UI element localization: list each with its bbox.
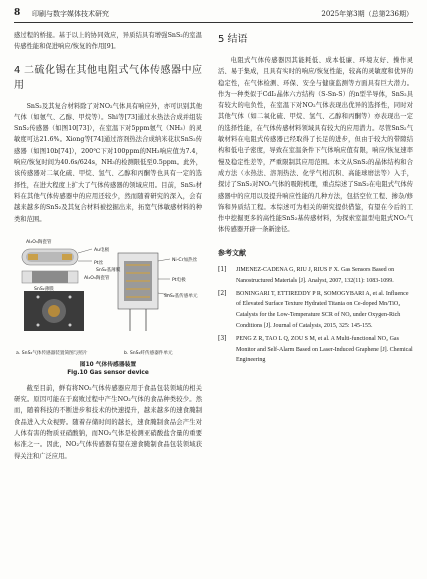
page-number: 8 [14, 8, 21, 18]
reference-text: PENG Z R, TAO L Q, ZOU S M, et al. A Multi-functional NO₂ Gas Monitor and Self-Alarm Based on Laser-Induced Graphene [J]. Chemical Engineering [236, 335, 413, 364]
label-al2o3-bottom: Al₂O₃陶瓷管 [84, 275, 110, 281]
running-header [14, 8, 413, 22]
reference-text: JIMENEZ-CADENA G, RIU J, RIUS F X. Gas Sensors Based on Nanostructured Materials [J]. Analyst, 2007, 132(11): 1083-1099. [236, 267, 395, 284]
reference-item [218, 265, 413, 287]
figure-10a-caption: a. SnS₂气体传感器装置简图与照片 [16, 350, 88, 356]
label-sns2-sensing: SnS₂基薄膜 [96, 267, 121, 273]
label-ni-cr: Ni-Cr加热丝 [172, 257, 198, 263]
right-paragraph-1: 电阻式气体传感器因其能耗低、成本低廉、环境友好、操作灵活、易于集成，且具有实时的响应/恢复性能，较高的灵敏度和优异的稳定性，在气体检测、环保、安全与健康监测等方面具有巨大潜力。作为一种类似于CdI₂晶体六方结构（S-Sn-S）的n型半导体，SnS₂具有较大的电负性，在室温下对NO₂气体表现出优异的选择性，同时对其他气体（如二氧化硫、甲烷、氢气、乙醇和丙酮等）亦表现出一定的选择性能，在气体传感材料领域具有较大的应用潜力。尽管SnS₂气敏材料在电阻式传感器已经取得了长足的进步，但由于较大的带隙结构和低电子密度，导致在室温条件下气体响应值有限，响应/恢复速率慢及稳定性差等，严重限制其应用范围。本文从SnS₂的晶体结构和合成方法（水热法、溶剂热法、化学气相沉积、高能球磨法等）入手，探讨了SnS₂对NO₂气体的吸附机理，重点综述了SnS₂在电阻式气体传感器中的应用以及提升响应性能的几种方法，包括空位工程、掺杂/修饰和异质结工程。本综述可为相关的研究提供借鉴，有望在今后的工作中挖掘更多的高性能SnS₂基传感材料，为探索室温型电阻式NO₂气体传感器开辟一条新途径。 [218, 57, 413, 234]
figure-10-title: 图10 气体传感器装置 [79, 361, 137, 368]
label-sns2-unit: SnS₂基传感单元 [164, 293, 198, 299]
reference-number: [3] [218, 334, 227, 342]
references-title: 参考文献 [218, 248, 246, 257]
label-pt-wire: Pt丝 [94, 260, 104, 266]
left-paragraph-2: 截至目前，鲜有将NO₂气体传感器应用于食品包装领域的相关研究。原因可能在于腐败过程中产生NO₂气体的食品种类较少。然而，随着科技的不断进步和技术的快速提升，越来越多的速食腌制食品进入大众视野。随着存储时间的越长，速食腌制食品会产生对人体有害的物质亚硝酸钠，而NO₂气体是检测亚硝酸盐含量的重要标准之一。因此，NO₂气体传感器有望在速食腌制食品包装领域获得关注和广泛应用。 [14, 384, 202, 460]
left-column [14, 30, 202, 462]
label-al2o3-top: Al₂O₃陶瓷管 [26, 239, 52, 245]
left-paragraph-0: 感过程的桥接。基于以上的协同效应，异质结具有增强SnS₂的室温传感性能和促进响应/恢复的作用[9]。 [14, 32, 202, 51]
figure-10 [14, 231, 202, 357]
label-au-electrode: Au电极 [94, 247, 110, 253]
issue-info: 2025年第3期（总第236期） [321, 10, 413, 18]
journal-name: 印刷与数字媒体技术研究 [32, 10, 109, 18]
reference-number: [1] [218, 266, 227, 274]
left-paragraph-1: SnS₂及其复合材料除了对NO₂气体具有响应外，亦可识别其他气体（如氨气、乙醇、甲烷等）。Shi等[73]通过水热法合成并组装SnS₂传感器（如图10[73]），在室温下对5ppm氨气（NH₃）的灵敏度可达21.6%。Xiong等[74]通过溶剂热法合成纳米花状SnS₂传感器（如图10b[74]），200℃下对100ppm的NH₃响应值为7.4，响应/恢复时间为40.6s/624s，NH₃的检测限低至0.5ppm。此外，该传感器对二氧化硫、甲烷、氢气、乙醇和丙酮等也具有一定的选择性，在进大程度上扩大了气体传感器的领域应用。目前，SnS₂材料在其他气体传感器中的应用还较少，然而随着研究的深入，会有越来越多的SnS₂及其复合材料被挖掘出来，拓宽气体敏感材料的种类和范围。 [14, 102, 202, 223]
figure-10-title-en: Fig.10 Gas sensor device [67, 369, 149, 376]
section-5-title: 5 结语 [218, 34, 248, 45]
label-pt-electrode: Pt电极 [172, 277, 186, 283]
right-column [218, 30, 413, 368]
reference-text: BONINGARI T, ETTIREDDY P R, SOMOGYBARI A, et al. Influence of Elevated Surface Texture Hydrated Titania on Ce-doped Mn/TiO₂ Catalysts for the Low-Temperature SCR of NOₓ under Oxygen-Rich Conditions [J]. Journal of Catalysis, 2015, 325: 145-155. [236, 290, 409, 330]
reference-number: [2] [218, 289, 227, 297]
reference-item [218, 334, 413, 366]
label-sns2-film: SnS₂薄膜 [34, 286, 54, 292]
section-4-title: 4 二硫化锡在其他电阻式气体传感器中应用 [14, 64, 202, 91]
reference-item [218, 289, 413, 332]
header-rule [14, 22, 413, 23]
figure-10b-caption: b. SnS₂纤传感器件单元 [124, 350, 173, 356]
